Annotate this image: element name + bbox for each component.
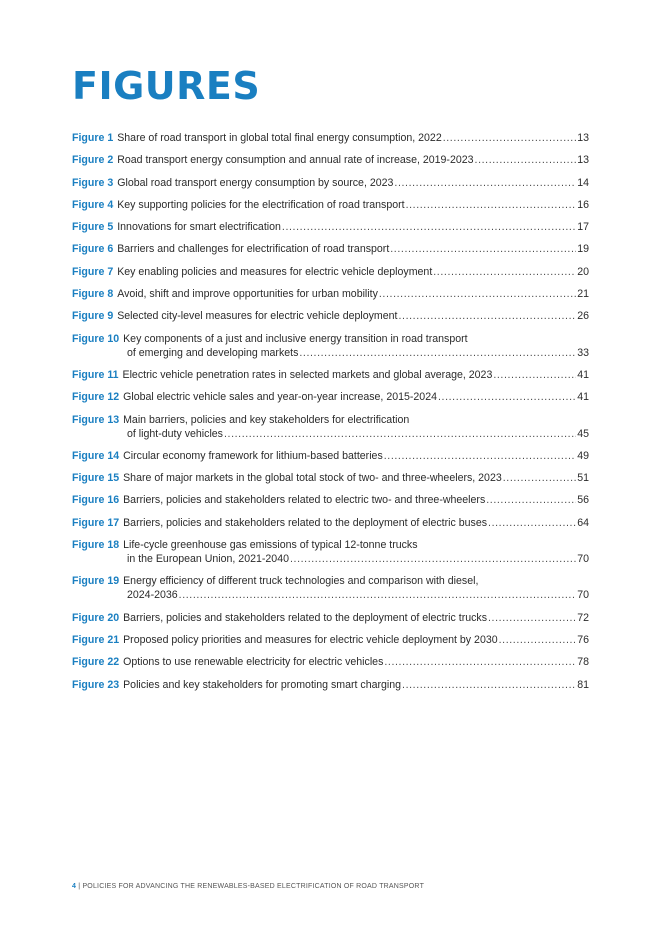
figure-entry-line [72,176,589,190]
figure-label: Figure 8 [72,288,114,301]
dot-leader [475,153,577,167]
dot-leader [488,611,576,625]
figure-entry-line [72,346,589,360]
figure-entry-line [72,390,589,404]
dot-leader [390,242,576,256]
figure-entry[interactable] [72,471,589,485]
figure-page-number: 49 [577,449,589,462]
figure-title: Share of major markets in the global total stock of two- and three-wheelers, 2023 [123,472,502,485]
figure-label: Figure 16 [72,494,120,507]
figure-entry[interactable] [72,153,589,167]
figure-entry[interactable] [72,220,589,234]
figure-label: Figure 4 [72,198,114,211]
dot-leader [486,493,576,507]
figure-entry-line [72,588,589,602]
figure-entry-line [72,287,589,301]
dot-leader [402,678,576,692]
figure-entry-line [72,538,589,552]
dot-leader [499,633,577,647]
figure-label: Figure 11 [72,368,119,381]
figure-title: Proposed policy priorities and measures for electric vehicle deployment by 2030 [123,633,498,646]
dot-leader [224,427,576,441]
figure-entry-line [72,449,589,463]
figure-entry[interactable] [72,131,589,145]
figure-title: Barriers and challenges for electrification of road transport [117,243,390,256]
dot-leader [290,552,576,566]
figure-entry[interactable] [72,309,589,323]
figure-page-number: 13 [577,154,589,167]
figure-title: Share of road transport in global total final energy consumption, 2022 [117,132,442,144]
figure-page-number: 70 [577,553,589,566]
figure-title: Electric vehicle penetration rates in selected markets and global average, 2023 [122,368,493,381]
dot-leader [384,655,576,669]
dot-leader [299,346,576,360]
figure-entry-line [72,678,589,692]
figure-entry[interactable] [72,493,589,507]
dot-leader [438,390,576,404]
dot-leader [379,287,576,301]
figure-title: Energy efficiency of different truck technologies and comparison with diesel, [123,575,479,588]
figure-entry-line [72,242,589,256]
figure-title: Innovations for smart electrification [117,221,281,234]
figure-page-number: 70 [577,589,589,602]
footer-separator: | [78,883,81,890]
figure-entry-line [72,611,589,625]
figure-title: Barriers, policies and stakeholders related to electric two- and three-wheelers [123,494,486,507]
figure-title: Life-cycle greenhouse gas emissions of typical 12-tonne trucks [123,539,418,552]
figure-entry[interactable] [72,678,589,692]
dot-leader [282,220,576,234]
figure-entry[interactable] [72,574,589,602]
dot-leader [399,309,577,323]
figure-label: Figure 20 [72,611,120,624]
figure-label: Figure 2 [72,154,114,167]
figure-title: Key supporting policies for the electrification of road transport [117,198,405,211]
figure-title: Barriers, policies and stakeholders related to the deployment of electric trucks [123,611,488,624]
figure-entry-line [72,427,589,441]
figure-title: of light-duty vehicles [127,427,223,440]
figure-entry[interactable] [72,242,589,256]
figure-page-number: 19 [577,243,589,256]
figures-list [72,131,589,700]
figure-entry-line [72,368,589,382]
figure-label: Figure 21 [72,633,120,646]
figure-entry[interactable] [72,332,589,360]
figure-entry[interactable] [72,287,589,301]
figure-title: Global electric vehicle sales and year-on-year increase, 2015-2024 [123,391,437,404]
figure-label: Figure 5 [72,221,114,234]
figure-label: Figure 19 [72,575,120,588]
figure-entry[interactable] [72,655,589,669]
figure-entry[interactable] [72,538,589,566]
figure-entry[interactable] [72,413,589,441]
figure-entry-line [72,309,589,323]
dot-leader [433,265,576,279]
figure-title: Barriers, policies and stakeholders related to the deployment of electric buses [123,516,488,529]
figure-title: Avoid, shift and improve opportunities for urban mobility [117,288,378,301]
dot-leader [394,176,576,190]
figure-label: Figure 22 [72,656,120,669]
figure-page-number: 81 [577,678,589,691]
figure-page-number: 20 [577,265,589,278]
figure-page-number: 33 [577,346,589,359]
figure-entry-line [72,265,589,279]
figure-title: Options to use renewable electricity for electric vehicles [123,656,384,669]
figure-page-number: 56 [577,494,589,507]
figure-entry[interactable] [72,516,589,530]
figure-page-number: 21 [577,288,589,301]
figure-title: Key components of a just and inclusive energy transition in road transport [123,332,468,345]
figure-title: 2024-2036 [127,589,178,602]
figure-title: of emerging and developing markets [127,346,299,359]
figure-label: Figure 7 [72,265,114,278]
figure-entry-line [72,516,589,530]
figure-entry[interactable] [72,265,589,279]
figure-page-number: 14 [577,176,589,189]
figure-entry[interactable] [72,198,589,212]
figure-entry[interactable] [72,449,589,463]
dot-leader [384,449,576,463]
figure-label: Figure 6 [72,243,114,256]
figure-label: Figure 9 [72,310,114,323]
figure-title: Main barriers, policies and key stakeholders for electrification [123,413,410,426]
figure-label: Figure 3 [72,176,114,189]
figure-title: Circular economy framework for lithium-based batteries [123,449,383,462]
page-title: FIGURES [72,64,261,108]
figure-page-number: 45 [577,427,589,440]
dot-leader [406,198,577,212]
figure-title: Policies and key stakeholders for promoting smart charging [123,678,402,691]
dot-leader [443,131,576,145]
figure-entry-line [72,131,589,145]
figure-entry-line [72,198,589,212]
figure-entry-line [72,655,589,669]
figure-entry-line [72,574,589,588]
figure-label: Figure 13 [72,413,120,426]
figure-entry-line [72,332,589,346]
figure-page-number: 41 [577,391,589,404]
figure-label: Figure 15 [72,472,120,485]
figure-title: Selected city-level measures for electric vehicle deployment [117,310,398,323]
figure-title: Road transport energy consumption and annual rate of increase, 2019-2023 [117,154,474,167]
figure-entry[interactable] [72,176,589,190]
dot-leader [493,368,576,382]
figure-entry-line [72,153,589,167]
figure-page-number: 16 [577,198,589,211]
figure-title: Global road transport energy consumption by source, 2023 [117,176,394,189]
figure-page-number: 72 [577,611,589,624]
figure-label: Figure 18 [72,539,120,552]
figure-page-number: 26 [577,310,589,323]
figure-entry[interactable] [72,390,589,404]
figure-entry[interactable] [72,633,589,647]
figure-entry-line [72,413,589,427]
page-footer [72,883,424,890]
footer-page-number: 4 [72,883,77,890]
footer-title: POLICIES FOR ADVANCING THE RENEWABLES-BASED ELECTRIFICATION OF ROAD TRANSPORT [82,883,425,890]
figure-entry-line [72,552,589,566]
dot-leader [179,588,577,602]
figure-label: Figure 1 [72,132,114,144]
figure-entry[interactable] [72,611,589,625]
dot-leader [503,471,576,485]
figure-entry-line [72,220,589,234]
figure-entry-line [72,633,589,647]
figure-page-number: 51 [577,472,589,485]
figure-label: Figure 10 [72,332,120,345]
dot-leader [488,516,576,530]
figure-page-number: 76 [577,633,589,646]
figure-entry-line [72,471,589,485]
figure-page-number: 64 [577,516,589,529]
figure-entry[interactable] [72,368,589,382]
figure-label: Figure 12 [72,391,120,404]
figure-page-number: 13 [577,132,589,144]
figure-page-number: 78 [577,656,589,669]
figure-label: Figure 14 [72,449,120,462]
figure-label: Figure 23 [72,678,120,691]
figure-page-number: 41 [577,368,589,381]
figure-page-number: 17 [577,221,589,234]
figure-title: Key enabling policies and measures for electric vehicle deployment [117,265,433,278]
figure-label: Figure 17 [72,516,120,529]
figure-title: in the European Union, 2021-2040 [127,553,289,566]
figure-entry-line [72,493,589,507]
